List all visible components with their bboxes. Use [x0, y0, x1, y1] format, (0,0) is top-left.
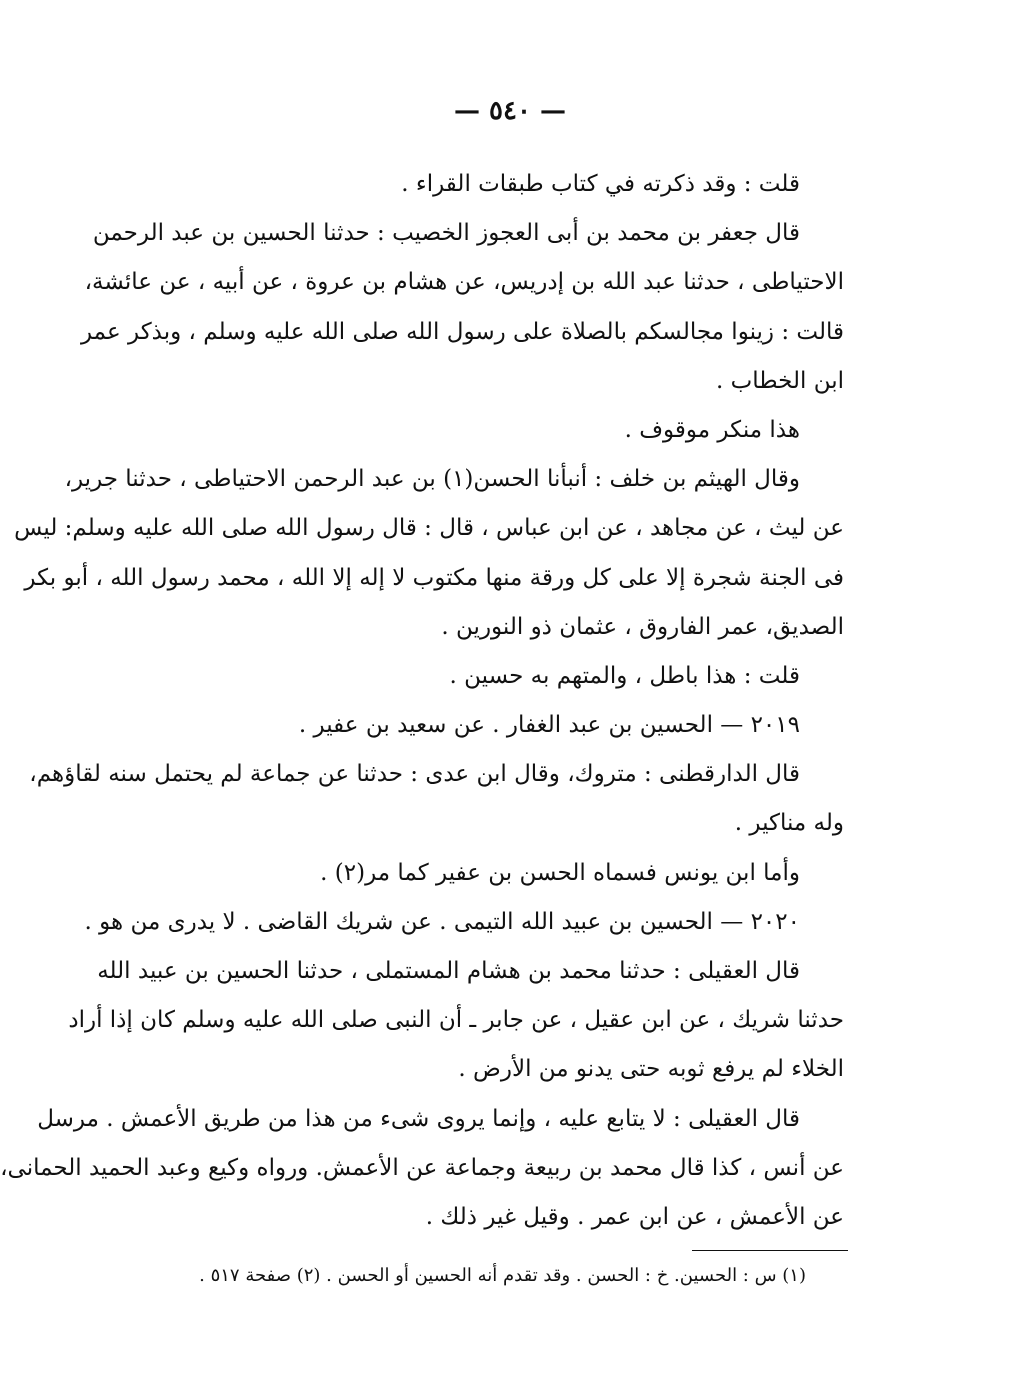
text-line: وأما ابن يونس فسماه الحسن بن عفير كما مر(٢) . — [320, 859, 800, 886]
text-line: ابن الخطاب . — [715, 367, 844, 394]
text-line: عن أنس ، كذا قال محمد بن ربيعة وجماعة عن الأعمش. ورواه وكيع وعبد الحميد الحمانى، — [0, 1154, 844, 1181]
text-line: حدثنا شريك ، عن ابن عقيل ، عن جابر ـ أن النبى صلى الله عليه وسلم كان إذا أراد — [68, 1007, 844, 1034]
main-text — [0, 160, 844, 1242]
page-number: — ٥٤٠ — — [453, 96, 567, 126]
text-line: قال جعفر بن محمد بن أبى العجوز الخصيب : حدثنا الحسين بن عبد الرحمن — [92, 220, 800, 247]
text-line: عن ليث ، عن مجاهد ، عن ابن عباس ، قال : قال رسول الله صلى الله عليه وسلم: ليس — [14, 515, 844, 542]
entry-heading-2020: ٢٠٢٠ — الحسين بن عبيد الله التيمى . عن شريك القاضى . لا يدرى من هو . — [84, 908, 800, 935]
text-line: عن الأعمش ، عن ابن عمر . وقيل غير ذلك . — [425, 1203, 844, 1230]
text-line: وله مناكير . — [734, 810, 844, 837]
text-line: قال العقيلى : لا يتابع عليه ، وإنما يروى شىء من هذا من طريق الأعمش . مرسل — [37, 1105, 800, 1132]
text-line: الصديق، عمر الفاروق ، عثمان ذو النورين . — [441, 613, 844, 640]
text-line: الاحتياطى ، حدثنا عبد الله بن إدريس، عن هشام بن عروة ، عن أبيه ، عن عائشة، — [84, 269, 844, 296]
text-line: قال الدارقطنى : متروك، وقال ابن عدى : حدثنا عن جماعة لم يحتمل سنه لقاؤهم، — [29, 761, 800, 788]
text-line: فى الجنة شجرة إلا على كل ورقة منها مكتوب لا إله إلا الله ، محمد رسول الله ، أبو بكر — [24, 564, 844, 591]
entry-heading-2019: ٢٠١٩ — الحسين بن عبد الغفار . عن سعيد بن عفير . — [298, 712, 800, 739]
text-line: قالت : زينوا مجالسكم بالصلاة على رسول الله صلى الله عليه وسلم ، وبذكر عمر — [80, 318, 844, 345]
text-line: هذا منكر موقوف . — [624, 416, 800, 443]
text-line: قال العقيلى : حدثنا محمد بن هشام المستملى ، حدثنا الحسين بن عبيد الله — [97, 958, 800, 984]
footnote-divider — [692, 1250, 848, 1251]
text-line: الخلاء لم يرفع ثوبه حتى يدنو من الأرض . — [458, 1056, 844, 1083]
text-line: وقال الهيثم بن خلف : أنبأنا الحسن(١) بن عبد الرحمن الاحتياطى ، حدثنا جرير، — [64, 466, 800, 493]
footnote: (١) س : الحسين. خ : الحسن . وقد تقدم أنه الحسين أو الحسن . (٢) صفحة ٥١٧ . — [199, 1265, 806, 1286]
text-line: قلت : وقد ذكرته في كتاب طبقات القراء . — [401, 171, 800, 197]
text-line: قلت : هذا باطل ، والمتهم به حسين . — [449, 662, 800, 689]
